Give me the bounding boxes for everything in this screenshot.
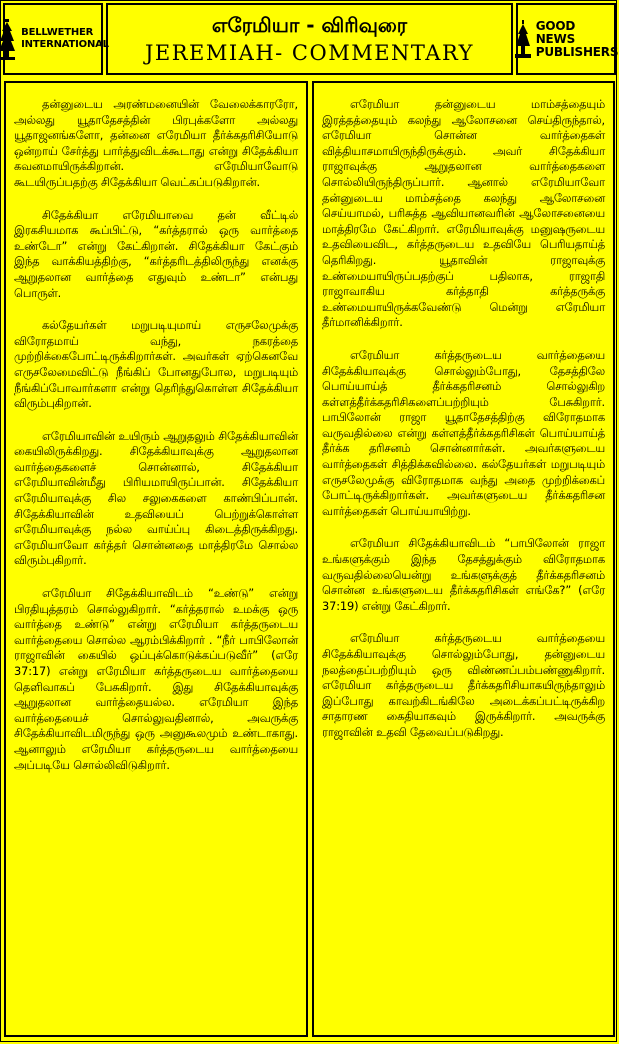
bellwether-emblem-icon bbox=[0, 17, 17, 61]
good-news-logo-text: GOOD NEWS PUBLISHERS bbox=[535, 18, 619, 59]
paragraph: கல்தேயர்கள் மறுபடியுமாய் எருசலேமுக்கு விரோதமாய் வந்து, நகரத்தை முற்றிக்கைபோட்டிருக்கிறார்கள். அவர்கள் ஏற்கெனவே எருசலேமைவிட்டு நீங்கிப் போனதுபோல, மறுபடியும் நீங்கிப்போவார்களா என்று தெரிந்துகொள்ள சிதேக்கியா விரும்புகிறான். bbox=[14, 318, 298, 411]
title-banner bbox=[106, 3, 513, 75]
paragraph: எரேமியா கர்த்தருடைய வார்த்தையை சிதேக்கியாவுக்கு சொல்லும்போது, தன்னுடைய நலத்தைப்பற்றியும் ஒரு விண்ணப்பம்பண்ணுகிறார். எரேமியா கர்த்தருடைய தீர்க்கதரிசியாகயிருந்தாலும் இப்போது காவற்கிடங்கிலே அடைக்கப்பட்டிருக்கிற சாதாரண கைதியாகவும் இருக்கிறார். அவருக்கு ராஜாவின் உதவி தேவைப்படுகிறது. bbox=[322, 631, 605, 739]
good-news-emblem-icon bbox=[514, 18, 532, 60]
paragraph: எரேமியா தன்னுடைய மாம்சத்தையும் இரத்தத்தையும் கலந்து ஆலோசனை செய்திருந்தால், எரேமியா சொன்ன வார்த்தைகள் வித்தியாசமாயிருந்திருக்கும். அவர் சிதேக்கியா ராஜாவுக்கு ஆறுதலான வார்த்தைகளை சொல்லியிருந்திருப்பார். ஆனால் எரேமியாவோ தன்னுடைய மாம்சத்தை கலந்து ஆலோசனை செய்யாமல், பரிசுத்த ஆவியானவரின் ஆலோசனையை மாத்திரமே கேட்கிறார். எரேமியாவுக்கு மனுஷருடைய உதவியைவிட, கர்த்தருடைய உதவியே பெரியதாய்த் தெரிகிறது. யூதாவின் ராஜாவுக்கு உண்மையாயிருப்பதற்குப் பதிலாக, ராஜாதி ராஜாவாகிய கர்த்தாதி கர்த்தருக்கு உண்மையாயிருக்கவேண்டு மென்று எரேமியா தீர்மானிக்கிறார். bbox=[322, 97, 605, 330]
paragraph: எரேமியா சிதேக்கியாவிடம் “பாபிலோன் ராஜா உங்களுக்கும் இந்த தேசத்துக்கும் விரோதமாக வருவதில்லையென்று உங்களுக்குத் தீர்க்கதரிசனம் சொன்ன உங்களுடைய தீர்க்கதரிசிகள் எங்கே?” (எரே 37:19) என்று கேட்கிறார். bbox=[322, 536, 605, 613]
left-column bbox=[4, 81, 308, 1037]
header bbox=[3, 3, 619, 77]
paragraph: எரேமியா சிதேக்கியாவிடம் “உண்டு” என்று பிரதியுத்தரம் சொல்லுகிறார். “கர்த்தரால் உமக்கு ஒரு வார்த்தை உண்டு” என்று எரேமியா கர்த்தருடைய வார்த்தையை சொல்ல ஆரம்பிக்கிறார் . “நீர் பாபிலோன் ராஜாவின் கையில் ஒப்புக்கொடுக்கப்படுவீர்” (எரே 37:17) என்று எரேமியா கர்த்தருடைய வார்த்தையை தெளிவாகப் பேசுகிறார். இது சிதேக்கியாவுக்கு ஆறுதலான வார்த்தையல்ல. எரேமியா இந்த வார்த்தையைச் சொல்லுவதினால், அவருக்கு சிதேக்கியாவிடமிருந்து ஒரு அனுகூலமும் உண்டாகாது. ஆனாலும் எரேமியா கர்த்தருடைய வார்த்தையை அப்படியே சொல்லிவிடுகிறார். bbox=[14, 586, 298, 772]
title-tamil: எரேமியா - விரிவுரை bbox=[211, 13, 408, 37]
bellwether-logo-text: BELLWETHER INTERNATIONAL bbox=[21, 27, 109, 50]
good-news-logo bbox=[516, 3, 619, 75]
paragraph: எரேமியாவின் உயிரும் ஆறுதலும் சிதேக்கியாவின் கையிலிருக்கிறது. சிதேக்கியாவுக்கு ஆறுதலான வார்த்தைகளைச் சொன்னால், சிதேக்கியா எரேமியாவின்மீது பிரியமாயிருப்பான். சிதேக்கியா எரேமியாவுக்கு சில சலுகைகளை காண்பிப்பான். சிதேக்கியாவின் உதவியைப் பெற்றுக்கொள்ள எரேமியாவுக்கு நல்ல வாய்ப்பு கிடைத்திருக்கிறது. எரேமியாவோ கர்த்தர் சொன்னதை மாத்திரமே சொல்ல விரும்புகிறார். bbox=[14, 428, 298, 568]
right-column bbox=[312, 81, 615, 1037]
paragraph: எரேமியா கர்த்தருடைய வார்த்தையை சிதேக்கியாவுக்கு சொல்லும்போது, தேசத்திலே பொய்யாய்த் தீர்க்கதரிசனம் சொல்லுகிற கள்ளத்தீர்க்கதரிசிகளைப்பற்றியும் பேசுகிறார். பாபிலோன் ராஜா யூதாதேசத்திற்கு விரோதமாக வருவதில்லை என்று கள்ளத்தீர்க்கதரிசிகள் பொய்யாய்த் தீர்க்க தரிசனம் சொன்னார்கள். அவர்களுடைய வார்த்தைகள் சித்திக்கவில்லை. கல்தேயர்கள் மறுபடியும் எருசலேமுக்கு விரோதமாக வந்து அதை முற்றிக்கைப் போட்டிருக்கிறார்கள். அவர்களுடைய தீர்க்கதரிசன வார்த்தைகள் பொய்யாயிற்று. bbox=[322, 347, 605, 518]
paragraph: தன்னுடைய அரண்மனையின் வேலைக்காரரோ, அல்லது யூதாதேசத்தின் பிரபுக்களோ அல்லது யூதாஜனங்களோ, தன்னை எரேமியா தீர்க்கதரிசியோடு ஒன்றாய் சேர்த்து பார்த்துவிடக்கூடாது என்று சிதேக்கியா கவனமாயிருக்கிறான். எரேமியாவோடு கூடயிருப்பதற்கு சிதேக்கியா வெட்கப்படுகிறான். bbox=[14, 97, 298, 189]
title-english: JEREMIAH- COMMENTARY bbox=[145, 41, 474, 65]
paragraph: சிதேக்கியா எரேமியாவை தன் வீட்டில் இரகசியமாக கூப்பிட்டு, “கர்த்தரால் ஒரு வார்த்தை உண்டோ” என்று கேட்கிறான். சிதேக்கியா கேட்கும் இந்த வாக்கியத்திற்கு, “கர்த்தரிடத்திலிருந்து எனக்கு ஆறுதலான வார்த்தை எதுவும் உண்டா” என்பது பொருள். bbox=[14, 207, 298, 300]
bellwether-logo bbox=[3, 3, 109, 75]
